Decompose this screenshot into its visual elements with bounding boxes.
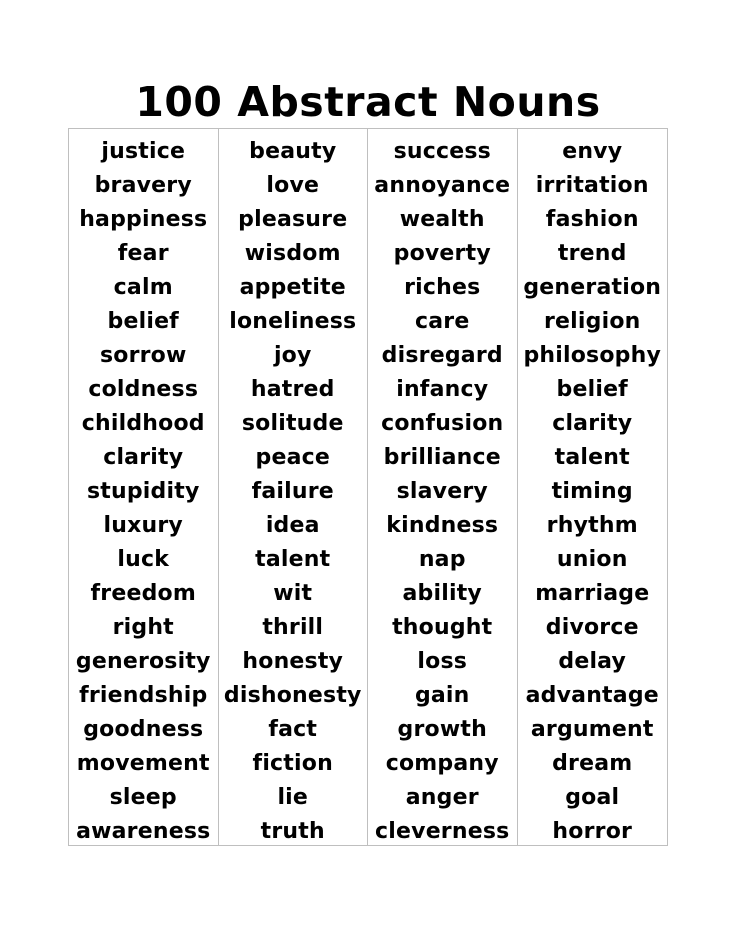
word-cell: childhood	[81, 411, 205, 436]
word-cell: goal	[565, 785, 620, 810]
word-cell: wisdom	[244, 241, 341, 266]
word-cell: riches	[404, 275, 481, 300]
word-cell: honesty	[242, 649, 344, 674]
word-cell: delay	[558, 649, 627, 674]
word-cell: brilliance	[383, 445, 501, 470]
word-cell: clarity	[103, 445, 184, 470]
word-cell: justice	[101, 139, 186, 164]
word-cell: care	[415, 309, 470, 334]
word-cell: rhythm	[546, 513, 638, 538]
word-cell: goodness	[83, 717, 204, 742]
word-cell: argument	[530, 717, 654, 742]
word-cell: fact	[268, 717, 318, 742]
word-table	[68, 128, 668, 846]
word-cell: right	[112, 615, 174, 640]
word-cell: clarity	[552, 411, 633, 436]
word-cell: solitude	[241, 411, 344, 436]
word-cell: loss	[417, 649, 468, 674]
word-cell: appetite	[239, 275, 346, 300]
word-cell: thrill	[262, 615, 324, 640]
word-cell: nap	[418, 547, 466, 572]
word-cell: movement	[76, 751, 210, 776]
word-cell: cleverness	[375, 819, 510, 844]
word-cell: growth	[397, 717, 487, 742]
word-cell: luck	[117, 547, 170, 572]
word-cell: sorrow	[99, 343, 187, 368]
word-column-3	[368, 129, 518, 845]
word-cell: company	[385, 751, 499, 776]
word-cell: religion	[543, 309, 641, 334]
word-cell: union	[556, 547, 628, 572]
word-cell: talent	[554, 445, 630, 470]
word-cell: sleep	[109, 785, 177, 810]
word-column-2	[219, 129, 369, 845]
word-cell: marriage	[535, 581, 650, 606]
word-cell: horror	[552, 819, 633, 844]
page-title: 100 Abstract Nouns	[135, 78, 601, 126]
word-cell: kindness	[386, 513, 499, 538]
word-cell: peace	[255, 445, 330, 470]
word-cell: joy	[273, 343, 312, 368]
word-cell: luxury	[103, 513, 183, 538]
word-cell: beauty	[249, 139, 337, 164]
word-cell: truth	[260, 819, 325, 844]
word-cell: calm	[113, 275, 173, 300]
word-cell: gain	[414, 683, 470, 708]
word-cell: awareness	[76, 819, 211, 844]
word-cell: irritation	[535, 173, 649, 198]
word-cell: confusion	[381, 411, 504, 436]
word-cell: timing	[551, 479, 633, 504]
word-cell: dishonesty	[223, 683, 362, 708]
word-cell: coldness	[88, 377, 199, 402]
word-cell: talent	[255, 547, 331, 572]
word-cell: trend	[557, 241, 627, 266]
word-cell: disregard	[381, 343, 503, 368]
word-cell: hatred	[250, 377, 335, 402]
word-cell: anger	[405, 785, 479, 810]
word-cell: slavery	[396, 479, 488, 504]
word-cell: philosophy	[523, 343, 662, 368]
word-cell: generation	[523, 275, 662, 300]
word-cell: loneliness	[229, 309, 357, 334]
word-cell: generosity	[75, 649, 211, 674]
word-cell: happiness	[79, 207, 208, 232]
word-cell: dream	[552, 751, 633, 776]
word-cell: love	[266, 173, 320, 198]
word-cell: thought	[392, 615, 493, 640]
word-cell: annoyance	[374, 173, 511, 198]
word-cell: envy	[562, 139, 623, 164]
word-cell: infancy	[396, 377, 489, 402]
word-cell: advantage	[525, 683, 659, 708]
word-column-4	[518, 129, 668, 845]
word-cell: fear	[117, 241, 169, 266]
word-cell: pleasure	[238, 207, 348, 232]
word-cell: friendship	[79, 683, 208, 708]
word-cell: ability	[402, 581, 482, 606]
word-cell: idea	[265, 513, 320, 538]
word-cell: fashion	[545, 207, 639, 232]
word-cell: wit	[273, 581, 313, 606]
word-cell: success	[393, 139, 491, 164]
word-cell: lie	[277, 785, 309, 810]
word-column-1	[69, 129, 219, 845]
word-cell: bravery	[94, 173, 192, 198]
word-cell: divorce	[545, 615, 639, 640]
word-cell: failure	[251, 479, 334, 504]
word-cell: belief	[107, 309, 179, 334]
word-cell: fiction	[252, 751, 333, 776]
word-cell: belief	[556, 377, 628, 402]
word-cell: freedom	[90, 581, 196, 606]
word-cell: wealth	[399, 207, 485, 232]
word-cell: poverty	[393, 241, 491, 266]
word-cell: stupidity	[86, 479, 200, 504]
